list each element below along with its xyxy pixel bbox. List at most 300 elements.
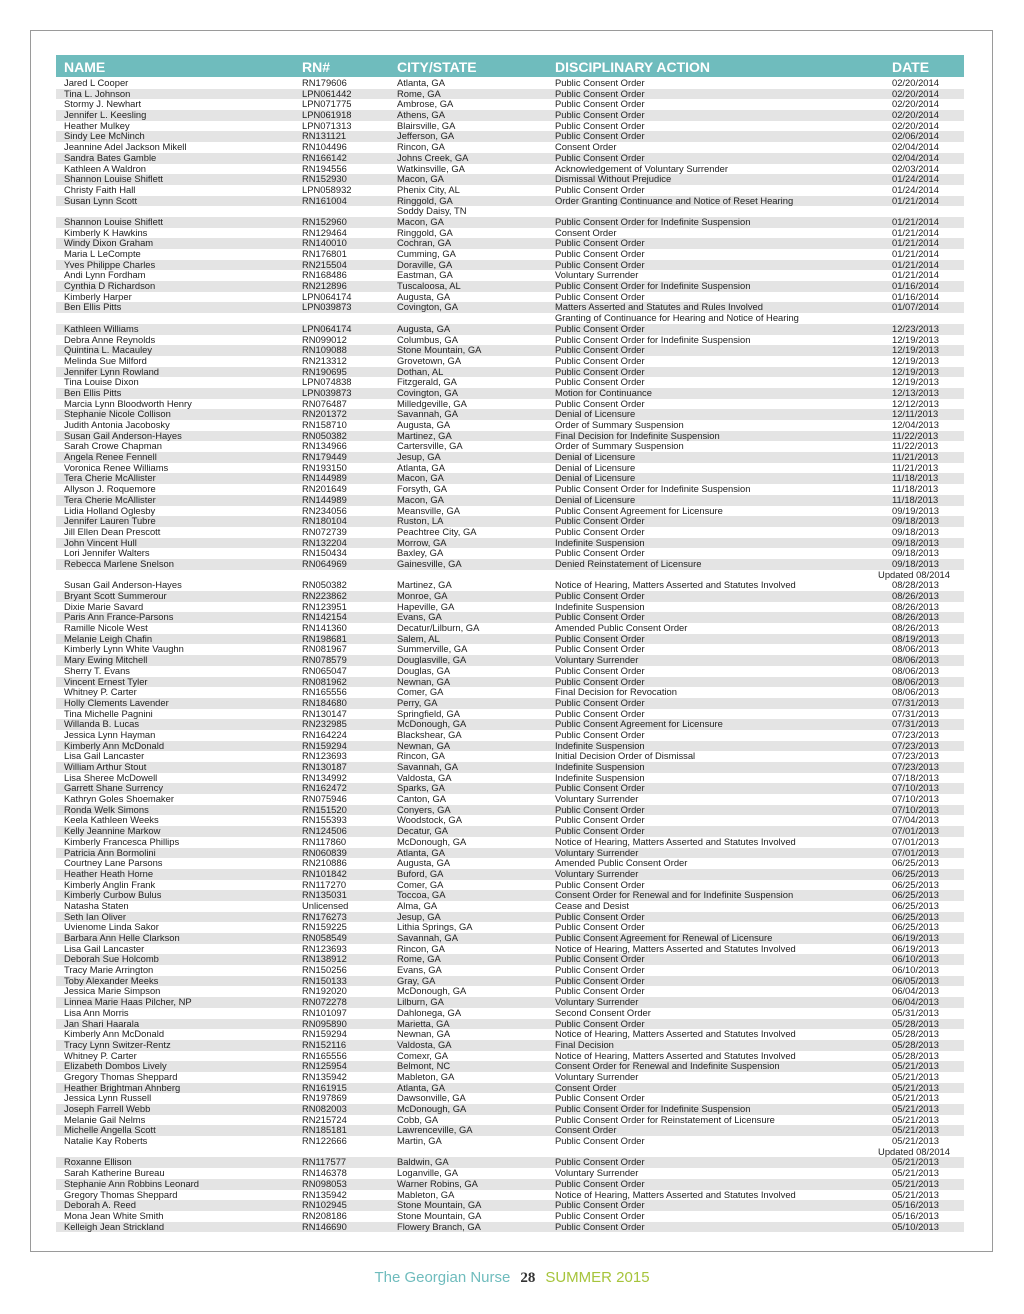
cell-city-state: Martinez, GA (397, 579, 452, 591)
cell-city-state: Stone Mountain, GA (397, 1209, 482, 1221)
cell-date: 11/22/2013 (892, 440, 939, 452)
cell-rn-number: RN104496 (302, 141, 347, 153)
cell-rn-number: RN135942 (302, 1188, 347, 1200)
cell-name: Ben Ellis Pitts (64, 386, 122, 398)
cell-name: Stephanie Ann Robbins Leonard (64, 1177, 200, 1189)
table-row (56, 922, 964, 933)
cell-name: Kimberly Harper (64, 290, 132, 302)
cell-name: Melanie Gail Nelms (64, 1113, 146, 1125)
cell-disciplinary-action: Order Granting Continuance and Notice of Reset Hearing (555, 194, 794, 206)
cell-name: Uvienome Linda Sakor (64, 921, 159, 933)
cell-disciplinary-action: Public Consent Order (555, 151, 645, 163)
cell-name: Kimberly Ann McDonald (64, 739, 165, 751)
cell-rn-number: RN234056 (302, 504, 347, 516)
cell-city-state: Ambrose, GA (397, 98, 454, 110)
cell-name: Voronica Renee Williams (64, 461, 169, 473)
cell-disciplinary-action: Amended Public Consent Order (555, 857, 688, 869)
cell-date: 05/21/2013 (892, 1167, 939, 1179)
table-row (56, 709, 964, 720)
cell-city-state: Grovetown, GA (397, 354, 462, 366)
header-name: NAME (64, 59, 106, 75)
cell-city-state: Newnan, GA (397, 675, 451, 687)
cell-city-state: Woodstock, GA (397, 814, 462, 826)
cell-name: William Arthur Stout (64, 761, 147, 772)
cell-disciplinary-action: Public Consent Order (555, 1209, 645, 1221)
cell-disciplinary-action: Public Consent Order (555, 1156, 645, 1168)
cell-date: 07/10/2013 (892, 782, 939, 794)
cell-date: 08/26/2013 (892, 622, 939, 634)
cell-city-state: Meansville, GA (397, 504, 461, 516)
cell-name: Willanda B. Lucas (64, 718, 140, 730)
cell-city-state: Ringgold, GA (397, 226, 453, 238)
cell-rn-number: RN161915 (302, 1081, 347, 1093)
cell-city-state: Comer, GA (397, 686, 444, 698)
cell-city-state: McDonough, GA (397, 1103, 467, 1114)
cell-city-state: Jefferson, GA (397, 130, 455, 142)
cell-name: Melanie Leigh Chafin (64, 632, 153, 644)
cell-disciplinary-action: Public Consent Order (555, 98, 645, 110)
table-row (56, 741, 964, 752)
table-row (56, 869, 964, 880)
cell-date: 06/25/2013 (892, 899, 939, 911)
cell-date: 01/21/2014 (892, 269, 939, 281)
cell-rn-number: RN134966 (302, 440, 347, 452)
cell-date: 05/21/2013 (892, 1177, 939, 1189)
cell-city-state: Dahlonega, GA (397, 1006, 462, 1018)
cell-disciplinary-action: Public Consent Order for Indefinite Suspension (555, 215, 751, 227)
table-row (56, 1008, 964, 1019)
cell-rn-number: RN050382 (302, 429, 347, 441)
cell-city-state: Belmont, NC (397, 1060, 451, 1072)
table-row (56, 174, 964, 185)
cell-city-state: Mableton, GA (397, 1188, 455, 1200)
cell-city-state: Blairsville, GA (397, 119, 456, 131)
cell-city-state: Morrow, GA (397, 536, 447, 548)
cell-date: 05/21/2013 (892, 1124, 939, 1136)
table-row (56, 612, 964, 623)
cell-name: Heather Mulkey (64, 119, 130, 131)
cell-disciplinary-action: Public Consent Order (555, 974, 645, 986)
cell-rn-number: RN180104 (302, 515, 347, 527)
cell-date: 06/10/2013 (892, 964, 939, 976)
cell-city-state: Savannah, GA (397, 408, 458, 420)
cell-name: Christy Faith Hall (64, 183, 136, 195)
cell-rn-number: RN081962 (302, 675, 347, 687)
table-row (56, 1115, 964, 1126)
cell-city-state: Stone Mountain, GA (397, 344, 482, 356)
cell-rn-number: RN159294 (302, 739, 347, 751)
cell-rn-number: RN162472 (302, 782, 347, 794)
cell-date: 07/10/2013 (892, 803, 939, 815)
table-row (56, 912, 964, 923)
table-row (56, 1190, 964, 1201)
cell-disciplinary-action: Public Consent Order (555, 1220, 645, 1232)
cell-date: 01/16/2014 (892, 290, 939, 302)
cell-city-state: McDonough, GA (397, 718, 467, 730)
cell-date: 12/04/2013 (892, 419, 939, 430)
cell-disciplinary-action: Final Decision (555, 1038, 614, 1050)
cell-date: 08/26/2013 (892, 600, 939, 612)
cell-disciplinary-action: Public Consent Order (555, 825, 645, 837)
cell-disciplinary-action: Notice of Hearing, Matters Asserted and Statutes Involved (555, 942, 796, 954)
cell-disciplinary-action: Notice of Hearing, Matters Asserted and Statutes Involved (555, 1049, 796, 1061)
cell-name: Jennifer Lynn Rowland (64, 365, 160, 377)
cell-city-state: Augusta, GA (397, 290, 451, 302)
cell-disciplinary-action: Public Consent Order (555, 1135, 645, 1147)
cell-disciplinary-action: Public Consent Order (555, 109, 645, 121)
cell-city-state: Gainesville, GA (397, 557, 462, 569)
cell-name: Joseph Farrell Webb (64, 1103, 151, 1114)
cell-disciplinary-action: Public Consent Order (555, 322, 645, 334)
cell-rn-number: RN192020 (302, 985, 347, 997)
cell-name: Jessica Lynn Russell (64, 1092, 152, 1104)
cell-name: Tina Michelle Pagnini (64, 707, 153, 719)
cell-date: 05/16/2013 (892, 1199, 939, 1211)
cell-date: 07/23/2013 (892, 739, 939, 751)
cell-disciplinary-action: Public Consent Order (555, 237, 645, 249)
cell-rn-number: RN152960 (302, 215, 347, 227)
cell-rn-number: RN101097 (302, 1006, 347, 1018)
table-row (56, 495, 964, 506)
cell-city-state: Cumming, GA (397, 248, 456, 259)
cell-name: Heather Heath Horne (64, 867, 154, 879)
table-row (56, 1072, 964, 1083)
cell-disciplinary-action: Notice of Hearing, Matters Asserted and Statutes Involved (555, 1188, 796, 1200)
cell-disciplinary-action: Public Consent Order (555, 878, 645, 890)
cell-name: Lisa Ann Morris (64, 1006, 129, 1018)
cell-disciplinary-action: Public Consent Order for Indefinite Suspension (555, 1103, 751, 1114)
cell-date: 02/20/2014 (892, 98, 939, 110)
cell-name: Melinda Sue Milford (64, 354, 147, 366)
cell-disciplinary-action: Public Consent Order (555, 728, 645, 740)
table-row (56, 997, 964, 1008)
cell-disciplinary-action: Indefinite Suspension (555, 600, 645, 612)
cell-disciplinary-action: Indefinite Suspension (555, 771, 645, 783)
cell-rn-number: RN125954 (302, 1060, 347, 1072)
cell-disciplinary-action: Consent Order (555, 1081, 617, 1093)
cell-date: 05/21/2013 (892, 1081, 939, 1093)
cell-name: Maria L LeCompte (64, 248, 141, 259)
cell-date: 06/19/2013 (892, 932, 939, 943)
table-row (56, 110, 964, 121)
cell-date: 11/18/2013 (892, 493, 939, 505)
table-row (56, 1200, 964, 1211)
table-row (56, 484, 964, 495)
cell-date: 09/18/2013 (892, 557, 939, 569)
cell-city-state: Stone Mountain, GA (397, 1199, 482, 1211)
table-row (56, 388, 964, 399)
cell-rn-number: RN117860 (302, 835, 347, 847)
cell-disciplinary-action: Public Consent Order (555, 515, 645, 527)
cell-date: 12/13/2013 (892, 386, 939, 398)
cell-date: 05/10/2013 (892, 1220, 939, 1232)
cell-name: Quintina L. Macauley (64, 344, 153, 356)
cell-disciplinary-action: Denial of Licensure (555, 493, 636, 505)
cell-disciplinary-action: Dismissal Without Prejudice (555, 173, 672, 185)
cell-name: Lori Jennifer Walters (64, 547, 150, 559)
cell-rn-number: RN117577 (302, 1156, 347, 1168)
cell-city-state: Gray, GA (397, 974, 436, 986)
cell-rn-number: RN075946 (302, 793, 347, 805)
cell-rn-number: RN146378 (302, 1167, 347, 1179)
cell-date: 06/04/2013 (892, 985, 939, 997)
cell-name: Susan Gail Anderson-Hayes (64, 579, 182, 591)
table-row (56, 1093, 964, 1104)
table-row (56, 238, 964, 249)
cell-name: Allyson J. Roquemore (64, 483, 156, 495)
cell-rn-number: LPN064174 (302, 290, 352, 302)
table-row (56, 773, 964, 784)
table-row (56, 356, 964, 367)
table-row (56, 880, 964, 891)
cell-date: 06/19/2013 (892, 942, 939, 954)
cell-rn-number: RN150434 (302, 547, 347, 559)
cell-date: 08/06/2013 (892, 654, 939, 666)
cell-name: Tera Cherie McAllister (64, 493, 156, 505)
table-row (56, 634, 964, 645)
cell-name: Tina L. Johnson (64, 87, 131, 99)
table-row (56, 345, 964, 356)
cell-name: Kimberly Ann McDonald (64, 1028, 165, 1040)
cell-city-state: Canton, GA (397, 793, 446, 805)
table-row (56, 901, 964, 912)
cell-date: 06/10/2013 (892, 953, 939, 965)
cell-city-state: Loganville, GA (397, 1167, 458, 1179)
cell-rn-number: RN150133 (302, 974, 347, 986)
cell-name: Bryant Scott Summerour (64, 590, 167, 601)
cell-date: 02/20/2014 (892, 77, 939, 88)
cell-rn-number: RN123693 (302, 942, 347, 954)
cell-date: 06/25/2013 (892, 878, 939, 890)
cell-name: Ramille Nicole West (64, 622, 148, 634)
cell-disciplinary-action: Public Consent Order (555, 77, 645, 88)
cell-rn-number: RN194556 (302, 162, 347, 174)
cell-disciplinary-action: Voluntary Surrender (555, 793, 639, 805)
cell-rn-number: RN158710 (302, 419, 347, 430)
cell-date: 05/28/2013 (892, 1038, 939, 1050)
cell-disciplinary-action: Public Consent Order (555, 354, 645, 366)
table-row (56, 506, 964, 517)
table-row (56, 292, 964, 303)
cell-rn-number: LPN039873 (302, 301, 352, 313)
table-row (56, 677, 964, 688)
cell-name: Sindy Lee McNinch (64, 130, 145, 142)
cell-name: Jennifer L. Keesling (64, 109, 147, 121)
table-row (56, 548, 964, 559)
table-row (56, 815, 964, 826)
cell-name: Jeannine Adel Jackson Mikell (64, 141, 187, 153)
cell-city-state: Blackshear, GA (397, 728, 462, 740)
cell-date: 12/12/2013 (892, 397, 939, 409)
cell-rn-number: RN232985 (302, 718, 347, 730)
cell-disciplinary-action: Voluntary Surrender (555, 1070, 639, 1082)
cell-city-state: Lawrenceville, GA (397, 1124, 473, 1136)
cell-rn-number: RN095890 (302, 1017, 347, 1029)
cell-rn-number: RN212896 (302, 280, 347, 292)
cell-name: Kathleen A Waldron (64, 162, 146, 174)
cell-date: 08/26/2013 (892, 590, 939, 601)
cell-disciplinary-action: Public Consent Agreement for Licensure (555, 718, 723, 730)
cell-date: 06/25/2013 (892, 910, 939, 922)
cell-date: 07/31/2013 (892, 707, 939, 719)
table-row (56, 89, 964, 100)
cell-date: 05/21/2013 (892, 1060, 939, 1072)
cell-rn-number: LPN071313 (302, 119, 352, 131)
cell-city-state: Johns Creek, GA (397, 151, 469, 163)
cell-date: 11/18/2013 (892, 472, 939, 484)
cell-city-state: Valdosta, GA (397, 1038, 452, 1050)
table-row (56, 580, 964, 591)
cell-rn-number: LPN061442 (302, 87, 352, 99)
cell-city-state: Buford, GA (397, 867, 444, 879)
cell-name: Shannon Louise Shiflett (64, 173, 164, 185)
table-row (56, 538, 964, 549)
cell-date: 05/21/2013 (892, 1092, 939, 1104)
table-row (56, 249, 964, 260)
cell-city-state: Douglasville, GA (397, 654, 467, 666)
cell-name: Ben Ellis Pitts (64, 301, 122, 313)
cell-date: 12/11/2013 (892, 408, 939, 420)
cell-date: 07/01/2013 (892, 825, 939, 837)
cell-date: 01/24/2014 (892, 183, 939, 195)
cell-disciplinary-action: Public Consent Order (555, 632, 645, 644)
cell-city-state: Sparks, GA (397, 782, 445, 794)
cell-name: Gregory Thomas Sheppard (64, 1188, 178, 1200)
cell-rn-number: RN072739 (302, 525, 347, 537)
cell-date: 09/18/2013 (892, 536, 939, 548)
cell-date: 01/16/2014 (892, 280, 939, 292)
cell-date: 02/03/2014 (892, 162, 939, 174)
cell-disciplinary-action: Public Consent Order (555, 910, 645, 922)
cell-disciplinary-action: Notice of Hearing, Matters Asserted and Statutes Involved (555, 835, 796, 847)
cell-name: Kimberly Anglin Frank (64, 878, 156, 890)
cell-disciplinary-action: Granting of Continuance for Hearing and Notice of Hearing (555, 312, 799, 324)
table-row (56, 954, 964, 965)
table-row (56, 527, 964, 538)
cell-name: Judith Antonia Jacobosky (64, 419, 170, 430)
cell-date: 05/21/2013 (892, 1188, 939, 1200)
table-row (56, 142, 964, 153)
cell-city-state: Watkinsville, GA (397, 162, 465, 174)
cell-city-state: Cobb, GA (397, 1113, 439, 1125)
cell-date: 05/21/2013 (892, 1135, 939, 1147)
cell-disciplinary-action: Public Consent Order (555, 921, 645, 933)
cell-date: 09/18/2013 (892, 515, 939, 527)
cell-date: 02/06/2014 (892, 130, 939, 142)
cell-disciplinary-action: Public Consent Order (555, 258, 645, 270)
cell-disciplinary-action: Consent Order for Renewal and Indefinite Suspension (555, 1060, 780, 1072)
cell-city-state: Perry, GA (397, 696, 438, 708)
cell-name: Sarah Crowe Chapman (64, 440, 162, 452)
table-row (56, 335, 964, 346)
cell-city-state: Athens, GA (397, 109, 445, 121)
cell-name: Susan Lynn Scott (64, 194, 138, 206)
cell-rn-number: RN190695 (302, 365, 347, 377)
cell-name: Dixie Marie Savard (64, 600, 144, 612)
cell-date: 02/04/2014 (892, 141, 939, 153)
cell-city-state: Rincon, GA (397, 942, 445, 954)
cell-city-state: Atlanta, GA (397, 461, 445, 473)
cell-name: Tracy Marie Arrington (64, 964, 154, 976)
cell-rn-number: RN130187 (302, 761, 347, 772)
table-row (56, 687, 964, 698)
cell-city-state: Lilburn, GA (397, 996, 444, 1008)
cell-rn-number: RN168486 (302, 269, 347, 281)
table-row (56, 730, 964, 741)
cell-name: Kimberly K Hawkins (64, 226, 148, 238)
cell-date: 09/18/2013 (892, 525, 939, 537)
cell-name: Lisa Gail Lancaster (64, 750, 145, 762)
table-row (56, 164, 964, 175)
cell-rn-number: RN065047 (302, 664, 347, 676)
cell-rn-number: RN132204 (302, 536, 347, 548)
cell-rn-number: LPN039873 (302, 386, 352, 398)
cell-disciplinary-action: Voluntary Surrender (555, 867, 639, 879)
cell-rn-number: Unlicensed (302, 899, 349, 911)
cell-rn-number: RN050382 (302, 579, 347, 591)
cell-rn-number: RN102945 (302, 1199, 347, 1211)
cell-disciplinary-action: Public Consent Order (555, 985, 645, 997)
cell-date: 02/20/2014 (892, 87, 939, 99)
cell-name: Shannon Louise Shiflett (64, 215, 164, 227)
table-row (56, 377, 964, 388)
cell-rn-number: RN152116 (302, 1038, 347, 1050)
table-row (56, 1211, 964, 1222)
cell-disciplinary-action: Public Consent Order (555, 525, 645, 537)
cell-date: 12/19/2013 (892, 344, 939, 356)
cell-disciplinary-action: Acknowledgement of Voluntary Surrender (555, 162, 729, 174)
table-row (56, 99, 964, 110)
cell-date: 06/25/2013 (892, 889, 939, 901)
cell-disciplinary-action: Order of Summary Suspension (555, 440, 684, 452)
cell-date: 07/01/2013 (892, 846, 939, 858)
cell-date: 07/10/2013 (892, 793, 939, 805)
cell-date: 07/18/2013 (892, 771, 939, 783)
table-row (56, 890, 964, 901)
cell-rn-number: RN176801 (302, 248, 347, 259)
cell-city-state: Jesup, GA (397, 451, 441, 463)
cell-name: Barbara Ann Helle Clarkson (64, 932, 180, 943)
cell-rn-number: RN166142 (302, 151, 347, 163)
table-row (56, 78, 964, 89)
table-row (56, 121, 964, 132)
cell-disciplinary-action: Public Consent Order for Indefinite Suspension (555, 280, 751, 292)
cell-rn-number: RN064969 (302, 557, 347, 569)
cell-name: Jared L Cooper (64, 77, 129, 88)
table-row (56, 1051, 964, 1062)
cell-disciplinary-action: Public Consent Order (555, 675, 645, 687)
cell-city-state: Tuscaloosa, AL (397, 280, 461, 292)
cell-disciplinary-action: Public Consent Order for Indefinite Suspension (555, 483, 751, 495)
cell-date: 05/16/2013 (892, 1209, 939, 1221)
table-row (56, 826, 964, 837)
table-row (56, 1019, 964, 1030)
table-row (56, 944, 964, 955)
cell-rn-number: RN122666 (302, 1135, 347, 1147)
cell-disciplinary-action: Public Consent Agreement for Renewal of Licensure (555, 932, 773, 943)
cell-disciplinary-action: Matters Asserted and Statutes and Rules Involved (555, 301, 763, 313)
cell-rn-number: RN124506 (302, 825, 347, 837)
cell-date: 01/21/2014 (892, 215, 939, 227)
cell-city-state: Conyers, GA (397, 803, 451, 815)
page-footer (0, 1269, 1024, 1287)
cell-name: Susan Gail Anderson-Hayes (64, 429, 182, 441)
cell-rn-number: RN161004 (302, 194, 347, 206)
cell-date: 06/04/2013 (892, 996, 939, 1008)
cell-city-state: Forsyth, GA (397, 483, 448, 495)
cell-rn-number: RN155393 (302, 814, 347, 826)
cell-rn-number: RN131121 (302, 130, 347, 142)
